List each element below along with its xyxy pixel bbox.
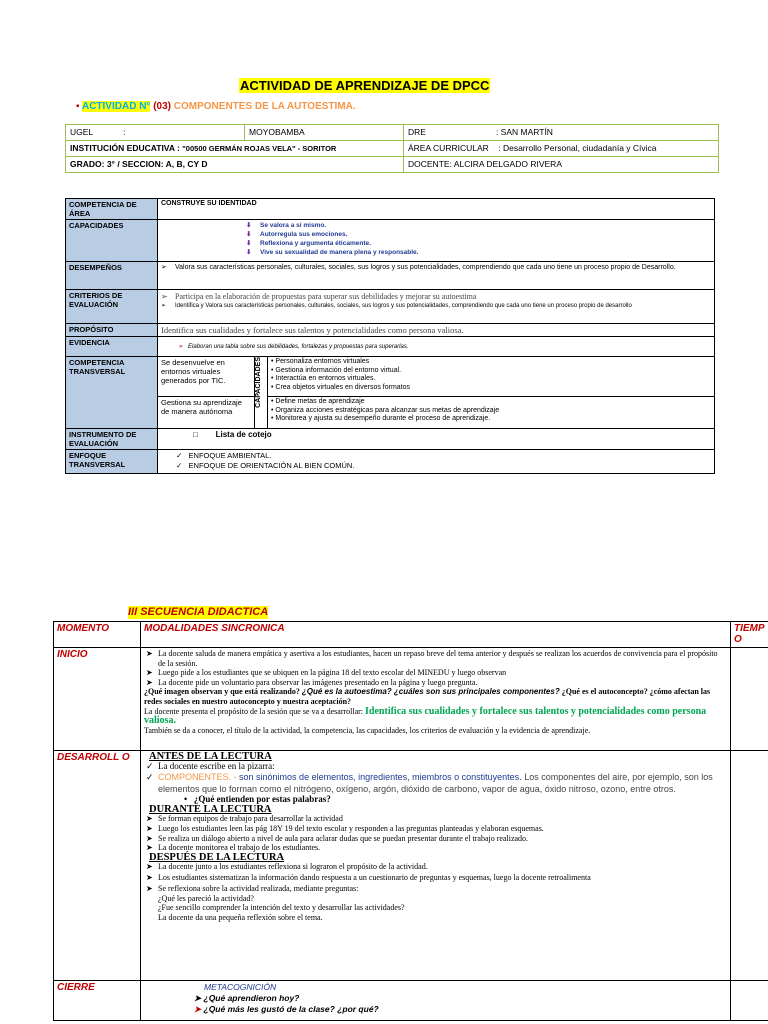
inst-cell bbox=[66, 141, 404, 157]
proposito-highlight: Identifica sus cualidades y fortalece sus talentos y potencialidades como persona valiosa. bbox=[144, 705, 707, 727]
list-item bbox=[144, 834, 727, 844]
cierre-cell bbox=[141, 981, 731, 1021]
arrow-icon: ➤ bbox=[146, 862, 153, 872]
desarrollo-text: La docente da una pequeña reflexión sobre el tema. bbox=[158, 912, 323, 922]
instrumento-value: Lista de cotejo bbox=[215, 430, 272, 439]
capacidades-cell bbox=[158, 220, 715, 262]
desempeno-text: Valora sus características personales, culturales, sociales, sus logros y sus potencialidades, comprendiendo que cada uno tiene un proceso propio de Desarrollo. bbox=[175, 264, 676, 271]
list-item: ✓ ENFOQUE DE ORIENTACIÓN AL BIEN COMÚN. bbox=[176, 461, 355, 470]
list-item bbox=[246, 221, 711, 230]
inicio-text: La docente saluda de manera empática y asertiva a los estudiantes, hacen un repaso breve del tema anterior y después se realizan los acuerdos de convivencia para el propósito de la sesión. bbox=[158, 649, 718, 668]
list-item bbox=[144, 872, 727, 884]
proposito-intro: La docente presenta el propósito de la sesión que se va a desarrollar: bbox=[144, 706, 364, 716]
list-item bbox=[161, 263, 711, 272]
evidencia-text: Elaboran una tabla sobre sus debilidades, fortalezas y propuestas para superarlas. bbox=[188, 344, 409, 350]
arrow-icon: ➢ bbox=[178, 344, 184, 350]
instrumento-cell bbox=[158, 429, 715, 450]
inicio-text: La docente pide un voluntario para observar las imágenes presentado en la página y luego pregunta. bbox=[158, 677, 478, 687]
checkbox-icon: □ bbox=[193, 430, 198, 439]
arrow-bullet-icon: ⬇ bbox=[246, 249, 252, 256]
inst-label: INSTITUCIÓN EDUCATIVA : bbox=[70, 143, 180, 153]
list-item bbox=[144, 771, 727, 795]
list-item bbox=[144, 668, 727, 678]
enfoque-item: ENFOQUE DE ORIENTACIÓN AL BIEN COMÚN. bbox=[188, 461, 355, 470]
ugel-cell bbox=[66, 125, 245, 141]
bullet-icon: ▪ bbox=[76, 101, 80, 112]
arrow-icon: ➤ bbox=[146, 649, 153, 658]
enfoque-cell bbox=[158, 450, 715, 474]
inicio-text: Luego pide a los estudiantes que se ubiquen en la página 18 del texto escolar del MINEDU y luego observan bbox=[158, 668, 507, 678]
arrow-icon: ➢ bbox=[161, 303, 167, 309]
evidencia-label: EVIDENCIA bbox=[66, 337, 158, 357]
evidencia-cell bbox=[158, 337, 715, 357]
auto-cap: Define metas de aprendizaje bbox=[275, 398, 365, 405]
inicio-cell bbox=[141, 648, 731, 751]
grado-cell: GRADO: 3° / SECCION: A, B, CY D bbox=[66, 157, 404, 173]
col-momento: MOMENTO bbox=[54, 622, 141, 648]
proposito-line bbox=[144, 707, 727, 726]
document-title: ACTIVIDAD DE APRENDIZAJE DE DPCC bbox=[240, 78, 490, 93]
dre-label: DRE bbox=[408, 127, 426, 137]
area-cell bbox=[404, 141, 719, 157]
activity-name: COMPONENTES DE LA AUTOESTIMA. bbox=[173, 101, 356, 112]
tic-caps-cell bbox=[268, 357, 715, 397]
capacidades-vertical-label: CAPACIDADES bbox=[255, 357, 262, 408]
metacognicion-heading: METACOGNICIÓN bbox=[204, 982, 277, 992]
desarrollo-text: Se reflexiona sobre la actividad realizada, mediante preguntas: bbox=[158, 883, 359, 893]
area-label: ÁREA CURRICULAR bbox=[408, 143, 489, 153]
inicio-text: También se da a conocer, el título de la actividad, la competencia, las capacidades, los criterios de evaluación y la evidencia de aprendizaje. bbox=[144, 725, 591, 735]
capacidad-text: Se valora a sí mismo. bbox=[260, 222, 327, 229]
list-item: • Personaliza entornos virtuales bbox=[271, 358, 370, 365]
inicio-tiempo bbox=[731, 648, 768, 751]
section-title: III SECUENCIA DIDACTICA bbox=[128, 606, 269, 618]
desempenos-label: DESEMPEÑOS bbox=[66, 262, 158, 290]
list-item: • Organiza acciones estratégicas para alcanzar sus metas de aprendizaje bbox=[271, 406, 500, 414]
desarrollo-tiempo bbox=[731, 751, 768, 981]
arrow-icon: ➤ bbox=[194, 993, 202, 1003]
desarrollo-text: Se realiza un diálogo abierto a nivel de aula para aclarar dudas que se puedan presentar durante el trabajo realizado. bbox=[158, 833, 529, 843]
list-item bbox=[144, 1004, 727, 1015]
sequence-table bbox=[53, 621, 768, 1021]
list-item bbox=[144, 814, 727, 824]
competencia-label: COMPETENCIA DE ÁREA bbox=[66, 199, 158, 220]
dre-value: : SAN MARTÍN bbox=[495, 127, 553, 137]
despues-heading: DESPUÉS DE LA LECTURA bbox=[149, 851, 285, 863]
desarrollo-question: ¿Qué entienden por estas palabras? bbox=[193, 794, 331, 805]
list-item bbox=[246, 239, 711, 248]
cierre-question: ¿Qué más les gustó de la clase? ¿por qué? bbox=[203, 1004, 379, 1014]
col-tiempo: TIEMP O bbox=[731, 622, 768, 648]
ugel-value: MOYOBAMBA bbox=[245, 125, 404, 141]
question-text: ¿Qué es la autoestima? ¿cuáles son sus principales componentes? bbox=[301, 687, 560, 697]
transversal-label: COMPETENCIA TRANSVERSAL bbox=[66, 357, 158, 429]
list-item bbox=[144, 649, 727, 668]
cierre-question: ¿Qué aprendieron hoy? bbox=[203, 993, 300, 1003]
transversal-tic: Se desenvuelve en entornos virtuales generados por TIC. bbox=[158, 357, 255, 397]
ugel-label: UGEL bbox=[70, 127, 94, 137]
capacidad-text: Autorregula sus emociones. bbox=[260, 231, 348, 238]
desarrollo-text: ¿Fue sencillo comprender la intención del texto y desarrollar las actividades? bbox=[158, 903, 405, 913]
desarrollo-label: DESARROLL O bbox=[54, 751, 141, 981]
tic-cap: Personaliza entornos virtuales bbox=[275, 358, 370, 365]
capacidades-list bbox=[246, 221, 711, 257]
capacidades-vertical-cell bbox=[255, 357, 268, 429]
auto-caps-cell bbox=[268, 397, 715, 429]
capacidad-text: Vive su sexualidad de manera plena y responsable. bbox=[260, 249, 419, 256]
desempenos-list bbox=[161, 263, 711, 272]
instrumento-label: INSTRUMENTO DE EVALUACIÓN bbox=[66, 429, 158, 450]
transversal-autonoma: Gestiona su aprendizaje de manera autónoma bbox=[158, 397, 255, 429]
list-item: • Define metas de aprendizaje bbox=[271, 398, 365, 405]
docente-cell: DOCENTE: ALCIRA DELGADO RIVERA bbox=[404, 157, 719, 173]
list-item bbox=[144, 862, 727, 872]
col-modalidades: MODALIDADES SINCRONICA bbox=[141, 622, 731, 648]
componentes-term: COMPONENTES. - bbox=[158, 772, 237, 783]
arrow-icon: ➤ bbox=[146, 677, 153, 687]
desarrollo-text: La docente escribe en la pizarra: bbox=[158, 760, 275, 771]
list-item bbox=[144, 678, 727, 688]
arrow-icon: ➢ bbox=[161, 264, 167, 271]
capacidades-label: CAPACIDADES bbox=[66, 220, 158, 262]
proposito-value: Identifica sus cualidades y fortalece sus talentos y potencialidades como persona valiosa. bbox=[158, 324, 715, 337]
activity-label: ACTIVIDAD N° bbox=[81, 101, 151, 112]
tic-cap: Interactúa en entornos virtuales. bbox=[275, 375, 376, 382]
ugel-colon: : bbox=[123, 127, 126, 137]
arrow-icon: ➤ bbox=[146, 823, 153, 833]
activity-number: (03) bbox=[153, 101, 171, 112]
desarrollo-text: La docente junto a los estudiantes reflexiona si lograron el propósito de la actividad. bbox=[158, 862, 428, 872]
componentes-example: Los componentes del aire, por ejemplo, son los elementos que lo forman como el nitrógeno, oxígeno, argón, dióxido de carbono, vapor de agua, óxido nitroso, ozono, entre otros. bbox=[158, 772, 713, 795]
competencias-table bbox=[65, 198, 715, 474]
question-text: ¿Qué es el autoconcepto? ¿cómo afectan las redes sociales en nuestro autoconcepto y nuestra aceptación? bbox=[144, 687, 711, 706]
list-item bbox=[144, 762, 727, 772]
desarrollo-text: Luego los estudiantes leen las pág 18Y 19 del texto escolar y responden a las preguntas planteadas y elaboran esquemas. bbox=[158, 823, 544, 833]
arrow-icon: ➤ bbox=[194, 1004, 202, 1014]
inst-value: "00500 GERMÁN ROJAS VELA" - SORITOR bbox=[182, 144, 337, 153]
arrow-bullet-icon: ⬇ bbox=[246, 231, 252, 238]
criterio-text: Identifica y Valora sus características personales, culturales, sociales, sus logros y sus potencialidades, comprendiendo que cada uno tiene un proceso propio de desarrollo bbox=[175, 303, 632, 309]
list-item bbox=[144, 843, 727, 853]
list-item: • Monitorea y ajusta su desempeño durante el proceso de aprendizaje. bbox=[271, 415, 491, 422]
desarrollo-text: Los estudiantes sistematizan la información dando respuesta a un cuestionario de preguntas y esquemas, luego la docente retroalimenta bbox=[158, 872, 591, 882]
inicio-label: INICIO bbox=[54, 648, 141, 751]
arrow-icon: ➤ bbox=[146, 814, 153, 824]
arrow-icon: ➤ bbox=[146, 843, 153, 853]
dre-cell bbox=[404, 125, 719, 141]
proposito-label: PROPÓSITO bbox=[66, 324, 158, 337]
list-item bbox=[144, 884, 727, 894]
list-item bbox=[144, 993, 727, 1004]
list-item: • Interactúa en entornos virtuales. bbox=[271, 375, 376, 382]
cierre-label: CIERRE bbox=[54, 981, 141, 1021]
arrow-icon: ➤ bbox=[146, 668, 153, 678]
check-icon: ✓ bbox=[146, 760, 154, 771]
criterios-cell bbox=[158, 290, 715, 324]
auto-cap: Monitorea y ajusta su desempeño durante el proceso de aprendizaje. bbox=[275, 415, 491, 422]
competencia-value: CONSTRUYE SU IDENTIDAD bbox=[158, 199, 715, 220]
arrow-icon: ➢ bbox=[161, 292, 168, 301]
list-item bbox=[246, 248, 711, 257]
question-text: ¿Qué imagen observan y que está realizando? bbox=[144, 687, 300, 697]
desarrollo-text: ¿Qué les pareció la actividad? bbox=[158, 893, 254, 903]
tic-cap: Gestiona información del entorno virtual. bbox=[275, 366, 402, 374]
list-item: ✓ ENFOQUE AMBIENTAL. bbox=[176, 451, 272, 460]
area-value: : Desarrollo Personal, ciudadanía y Cívica bbox=[498, 143, 657, 153]
check-icon: ✓ bbox=[146, 772, 154, 783]
enfoque-item: ENFOQUE AMBIENTAL. bbox=[188, 451, 272, 460]
desarrollo-text: Se forman equipos de trabajo para desarrollar la actividad bbox=[158, 814, 343, 824]
list-item: • Gestiona información del entorno virtual. bbox=[271, 366, 402, 374]
list-item: • ¿Qué entienden por estas palabras? bbox=[184, 794, 331, 805]
tic-cap: Crea objetos virtuales en diversos formatos bbox=[275, 383, 411, 391]
list-item bbox=[246, 230, 711, 239]
auto-cap: Organiza acciones estratégicas para alcanzar sus metas de aprendizaje bbox=[275, 406, 500, 414]
desempenos-cell bbox=[158, 262, 715, 290]
list-item bbox=[161, 302, 711, 310]
list-item bbox=[144, 824, 727, 834]
criterios-label: CRITERIOS DE EVALUACIÓN bbox=[66, 290, 158, 324]
list-item: • Crea objetos virtuales en diversos formatos bbox=[271, 383, 411, 391]
criterios-list bbox=[161, 291, 711, 310]
capacidad-text: Reflexiona y argumenta éticamente. bbox=[260, 240, 371, 247]
criterio-text: Participa en la elaboración de propuestas para superar sus debilidades y mejorar su autoestima bbox=[175, 292, 477, 301]
arrow-icon: ➤ bbox=[146, 883, 153, 893]
componentes-def: son sinónimos de elementos, ingredientes, miembros o constituyentes. bbox=[239, 772, 522, 783]
activity-line bbox=[76, 100, 356, 113]
cierre-tiempo bbox=[731, 981, 768, 1021]
desarrollo-cell bbox=[141, 751, 731, 981]
inicio-questions bbox=[144, 687, 727, 706]
arrow-icon: ➤ bbox=[146, 872, 153, 882]
desarrollo-text: La docente monitorea el trabajo de los estudiantes. bbox=[158, 843, 321, 853]
durante-heading: DURANTE LA LECTURA bbox=[149, 803, 272, 815]
arrow-icon: ➤ bbox=[146, 833, 153, 843]
info-table bbox=[65, 124, 719, 173]
arrow-bullet-icon: ⬇ bbox=[246, 222, 252, 229]
antes-heading: ANTES DE LA LECTURA bbox=[149, 751, 272, 762]
arrow-bullet-icon: ⬇ bbox=[246, 240, 252, 247]
list-item bbox=[161, 291, 711, 302]
enfoque-label: ENFOQUE TRANSVERSAL bbox=[66, 450, 158, 474]
